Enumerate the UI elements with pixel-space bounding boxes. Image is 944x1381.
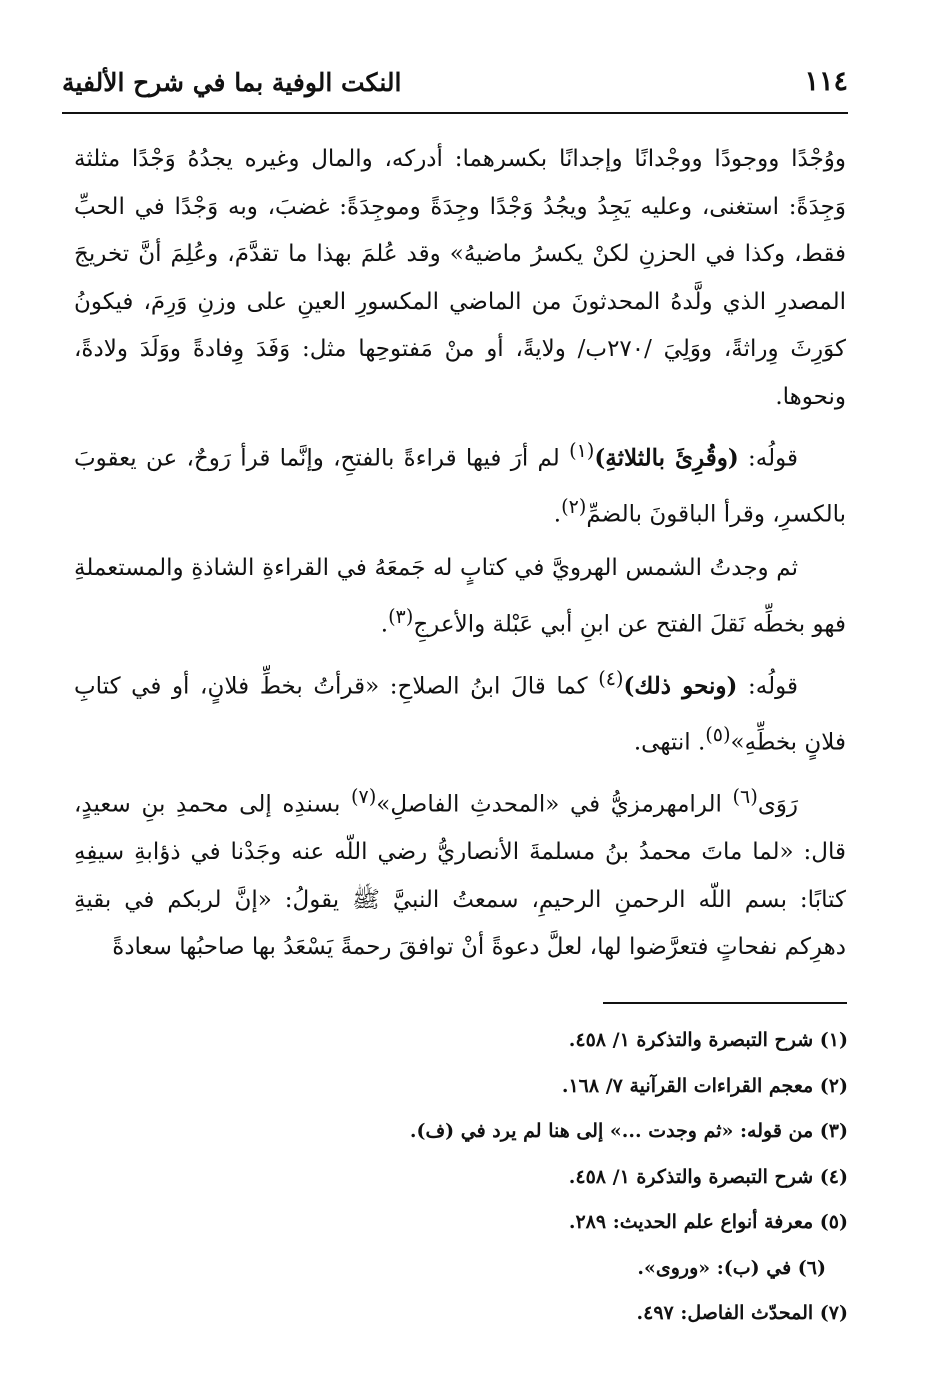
paragraph-2 bbox=[74, 427, 846, 539]
paragraph-4-text: كما قالَ ابنُ الصلاحِ: «قرأتُ بخطِّ فلانٍ، أو في كتابِ فلانٍ بخطِّهِ» bbox=[74, 673, 846, 756]
paragraph-2-text: لم أرَ فيها قراءةً بالفتحِ، وإنَّما قرأ رَوحٌ، عن يعقوبَ بالكسرِ، وقرأ الباقونَ بالضمِّ bbox=[74, 445, 846, 528]
paragraph-4 bbox=[74, 655, 846, 767]
paragraph-2-quote: (وقُرِئَ بالثلاثةِ) bbox=[594, 444, 739, 472]
paragraph-5 bbox=[74, 773, 846, 972]
footnote-ref-7: (٧) bbox=[351, 785, 377, 809]
footnote-ref-5: (٥) bbox=[705, 723, 731, 747]
paragraph-5-b: الرامهرمزيُّ في «المحدثِ الفاصلِ» bbox=[376, 791, 722, 818]
footnote: (٣) من قوله: «ثم وجدت ...» إلى هنا لم يرد في (ف). bbox=[409, 1120, 848, 1142]
running-header bbox=[62, 66, 848, 106]
footnote-ref-2: (٢) bbox=[561, 495, 587, 519]
header-rule bbox=[62, 112, 848, 114]
footnotes bbox=[200, 1018, 848, 1337]
paragraph-4-lead: قولُه: bbox=[748, 673, 799, 700]
footnote: (٥) معرفة أنواع علم الحديث: ٢٨٩. bbox=[568, 1211, 848, 1233]
paragraph-2-end: . bbox=[553, 501, 562, 528]
footnote: (٦) في (ب): «وروى». bbox=[637, 1256, 826, 1279]
paragraph-1: ووُجْدًا ووجودًا ووجْدانًا وإجدانًا بكسرهما: أدركه، والمال وغيره يجدُهُ وَجْدًا مثلثة وَجِدَةً: استغنى، وعليه يَجِدُ ويجُدُ وَجْدًا وجِدَةً وموجِدَةً: غضبَ، وبه وَجْدًا في الحبِّ فقط، وكذا في الحزنِ لكنْ يكسرُ ماضيهُ» وقد عُلمَ بهذا ما تقدَّمَ، وعُلِمَ أنَّ تخريجَ المصدرِ الذي ولَّدهُ المحدثونَ من الماضي المكسورِ العينِ على وزنِ وَرِمَ، فيكونُ كوَرِثَ وِراثةً، ووَلِيَ /٢٧٠ب/ ولايةً، أو منْ مَفتوحِها مثل: وَفَدَ وِفادةً ووَلَدَ ولادةً، ونحوها. bbox=[74, 146, 846, 410]
paragraph-3 bbox=[74, 545, 846, 649]
footnote-ref-6: (٦) bbox=[732, 785, 758, 809]
footnote-ref-1: (١) bbox=[569, 439, 595, 462]
page-number: ١١٤ bbox=[804, 66, 848, 97]
paragraph-2-lead: قولُه: bbox=[748, 445, 798, 472]
footnote: (٧) المحدّث الفاصل: ٤٩٧. bbox=[636, 1302, 848, 1324]
paragraph-3-text: ثم وجدتُ الشمس الهرويَّ في كتابٍ له جَمعَهُ في القراءةِ الشاذةِ والمستعملةِ فهو بخطِّه نَقلَ الفتح عن ابنِ أبي عَبْلة والأعرجِ bbox=[74, 555, 846, 638]
main-text bbox=[74, 136, 846, 972]
paragraph-5-a: رَوَى bbox=[757, 791, 799, 818]
footnote-ref-4: (٤) bbox=[598, 666, 624, 690]
paragraph-3-end: . bbox=[380, 611, 389, 638]
running-title: النكت الوفية بما في شرح الألفية bbox=[62, 68, 402, 97]
paragraph-4-end: . انتهى. bbox=[633, 729, 706, 756]
footnote-ref-3: (٣) bbox=[388, 604, 414, 628]
footnote: (٢) معجم القراءات القرآنية ٧/ ١٦٨. bbox=[561, 1074, 848, 1097]
footnote: (٤) شرح التبصرة والتذكرة ١/ ٤٥٨. bbox=[568, 1165, 848, 1188]
paragraph-5-c: بسندِه إلى محمدِ بنِ سعيدٍ، قال: «لما ماتَ محمدُ بنُ مسلمةَ الأنصاريُّ رضي اللّه عنه وجَدْنا في ذؤابةِ سيفِهِ كتابًا: بسم اللّه الرحمنِ الرحيمِ، سمعتُ النبيَّ ﷺ يقولُ: «إنَّ لربكم في بقيةِ دهرِكم نفحاتٍ فتعرَّضوا لها، لعلَّ دعوةً أنْ توافقَ رحمةً يَسْعَدُ بها صاحبُها سعادةً bbox=[74, 791, 846, 961]
paragraph-4-quote: (ونحو ذلك) bbox=[623, 672, 738, 700]
footnote: (١) شرح التبصرة والتذكرة ١/ ٤٥٨. bbox=[568, 1029, 848, 1051]
footnote-rule bbox=[603, 1002, 847, 1004]
